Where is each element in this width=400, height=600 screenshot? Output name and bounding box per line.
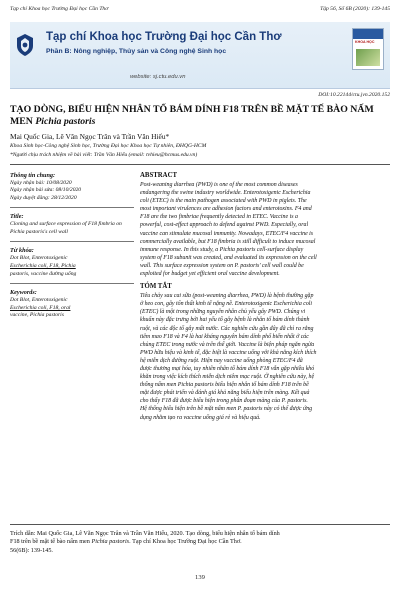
running-header-issue: Tập 56, Số 6B (2020): 139-145 xyxy=(320,6,390,12)
abstract-column xyxy=(140,172,390,422)
abstract-line: immune response. In this study, a Pichia pastoris cell-surface display xyxy=(140,246,304,253)
tomtat-line: cho thấy F18 đã được biểu hiện trong phân đoạn màng của P. pastoris. xyxy=(140,398,308,405)
article-info-heading: Thông tin chung: xyxy=(10,172,56,179)
tomtat-body xyxy=(140,292,390,422)
abstract-body xyxy=(140,181,390,278)
revised-date: Ngày nhận bài sửa: 08/10/2020 xyxy=(10,187,82,194)
tomtat-line: (ETEC) là một trong những nguyên nhân chủ yếu gây PWD. Chúng vi xyxy=(140,309,306,316)
abstract-heading: ABSTRACT xyxy=(140,172,178,179)
abstract-line: wall. This surface expression system on P. pastoris' cell wall could be xyxy=(140,262,304,269)
tomtat-line: hệ miễn dịch đường ruột. Hiện nay vaccine uống phòng ETEC/F4 đã xyxy=(140,357,303,364)
bottom-rule xyxy=(10,524,390,525)
page-number: 139 xyxy=(195,574,205,581)
tomtat-line: PWD hữu hiệu và kinh tế, đặc biệt là vaccine uống với khả năng kích thích xyxy=(140,349,317,356)
authors: Mai Quốc Gia, Lê Văn Ngọc Trân và Trần Văn Hiếu* xyxy=(10,132,170,141)
article-title xyxy=(10,104,390,128)
keywords-heading: Keywords: xyxy=(10,289,37,297)
divider xyxy=(10,207,134,208)
tomtat-line: ở heo con, gây tổn thất kinh tế nặng nề. Enterotoxigenic Escherichia coli xyxy=(140,301,313,308)
article-title-species: Pichia pastoris xyxy=(35,116,96,127)
keywords-line: vaccine, Pichia pastoris xyxy=(10,312,64,319)
tomtat-line: Hệ thống biểu hiện trên bề mặt nấm men P. pastoris này có thể được ứng xyxy=(140,406,313,413)
keywords-line: Escherichia coli, F18, oral xyxy=(10,304,71,311)
abstract-line: endangering the swine industry worldwide. Enterotoxigenic Escherichia xyxy=(140,190,311,197)
running-header-journal: Tạp chí Khoa học Trường Đại học Cần Thơ xyxy=(10,6,109,12)
citation-line-1: Trích dẫn: Mai Quốc Gia, Lê Văn Ngọc Trân và Trần Văn Hiếu, 2020. Tạo dòng, biểu hiện nhân tố bám dính xyxy=(10,530,280,537)
tu-khoa-line: Dot Blot, Enterotoxigenic xyxy=(10,255,68,262)
corresponding-author: *Người chịu trách nhiệm về bài viết: Trần Văn Hiếu (email: tvhieu@hcmus.edu.vn) xyxy=(10,152,198,158)
cover-label: KHOA HỌC xyxy=(355,40,375,44)
tomtat-line: khăn trong việc kích thích miễn dịch niêm mạc ruột. Ở nghiên cứu này, hệ xyxy=(140,374,315,381)
received-date: Ngày nhận bài: 10/08/2020 xyxy=(10,180,72,186)
abstract-line: most important virulences are adhesion factors and enterotoxins. F4 and xyxy=(140,206,312,213)
top-rule xyxy=(10,164,390,165)
citation-species: Pichia pastoris xyxy=(91,538,130,546)
affiliation: Khoa Sinh học-Công nghệ Sinh học, Trường Đại học Khoa học Tự nhiên, ĐHQG-HCM xyxy=(10,143,207,149)
article-info-column xyxy=(10,172,134,320)
tomtat-line: được thương mại hóa, tuy nhiên nhân tố bám dính F18 vẫn gặp nhiều khó xyxy=(140,365,315,372)
tomtat-line: thống nấm men Pichia pastoris biểu hiện nhân tố bám dính F18 trên bề xyxy=(140,382,309,389)
abstract-line: Post-weaning diarrhea (PWD) is one of the most common diseases xyxy=(140,182,298,188)
doi: DOI:10.22144/ctu.jvn.2020.152 xyxy=(318,92,390,98)
citation-line-2 xyxy=(10,538,390,546)
cover-header-band xyxy=(353,29,383,39)
abstract-line: system of F18 subunit was created, and evaluated its expression on the cell xyxy=(140,254,317,261)
abstract-line: exploited for budget yet efficient oral vaccine development. xyxy=(140,271,280,278)
tomtat-line: tiêm mao F18 và F4 là hai kháng nguyên bám dính phổ biến nhất ở các xyxy=(140,333,309,340)
abstract-line: powerful, cost-effect approach to defend against PWD. Especially, oral xyxy=(140,222,309,229)
article-title-main: TẠO DÒNG, BIỂU HIỆN NHÂN TỐ BÁM DÍNH F18 TRÊN BỀ MẶT TẾ BÀO NẤM MEN xyxy=(10,104,374,127)
journal-part: Phần B: Nông nghiệp, Thủy sản và Công nghệ Sinh học xyxy=(46,48,227,55)
tomtat-line: Tiêu chảy sau cai sữa (post-weaning diarrhea, PWD) là bệnh thường gặp xyxy=(140,293,314,300)
university-logo-icon xyxy=(16,33,34,57)
tomtat-line: khuẩn này đặc trưng bởi hai yếu tố gây bệnh là nhân tố bám dính thành xyxy=(140,317,310,324)
keywords-line: Dot Blot, Enterotoxigenic xyxy=(10,297,68,304)
divider xyxy=(10,283,134,284)
tomtat-line: mặt được phát triển và đánh giá khả năng biểu hiện trên màng. Kết quả xyxy=(140,390,310,397)
accepted-date: Ngày duyệt đăng: 28/12/2020 xyxy=(10,194,77,201)
tomtat-line: dụng nhằm tạo ra vaccine uống giá rẻ và hiệu quả. xyxy=(140,414,261,421)
journal-cover-thumbnail xyxy=(352,28,384,70)
tu-khoa-line: Escherichia coli, F18, Pichia xyxy=(10,263,76,269)
divider xyxy=(10,241,134,242)
abstract-line: vaccine can stimulate mucosal immunity. Nowadays, ETEC/F4 vaccine is xyxy=(140,230,314,237)
citation-block xyxy=(10,530,390,555)
tu-khoa-heading: Từ khóa: xyxy=(10,247,34,255)
journal-banner xyxy=(10,22,390,89)
tomtat-line: chủng ETEC trong nước và trên thế giới. Vaccine là biện pháp ngăn ngừa xyxy=(140,341,315,348)
citation-text: F18 trên bề mặt tế bào nấm men xyxy=(10,538,90,546)
title-en-heading: Title: xyxy=(10,213,24,221)
journal-title: Tạp chí Khoa học Trường Đại học Cần Thơ xyxy=(46,31,282,43)
citation-line-3: 56(6B): 139-145. xyxy=(10,546,53,554)
tu-khoa-line: pastoris, vaccine đường uống xyxy=(10,270,77,277)
journal-website: website: sj.ctu.edu.vn xyxy=(130,74,186,80)
tomtat-line: ruột, và các độc tố gây mất nước. Các nghiên cứu gần đây đã chỉ ra rằng xyxy=(140,325,314,332)
abstract-line: F18 are the two fimbriae frequently detected in ETEC. Vaccine is a xyxy=(140,214,298,221)
abstract-line: coli (ETEC) is the main pathogen associated with PWD in piglets. The xyxy=(140,198,307,205)
tomtat-heading: TÓM TẮT xyxy=(140,283,172,291)
cover-image xyxy=(356,49,380,66)
title-en-text: Cloning and surface expression of F18 fimbria on Pichia pastoris's cell wall xyxy=(10,221,122,235)
citation-text: . Tạp chí Khoa học Trường Đại học Cần Thơ. xyxy=(129,538,242,546)
abstract-line: commercially available, but F18 fimbria is still difficult to induce mucosal xyxy=(140,238,316,245)
